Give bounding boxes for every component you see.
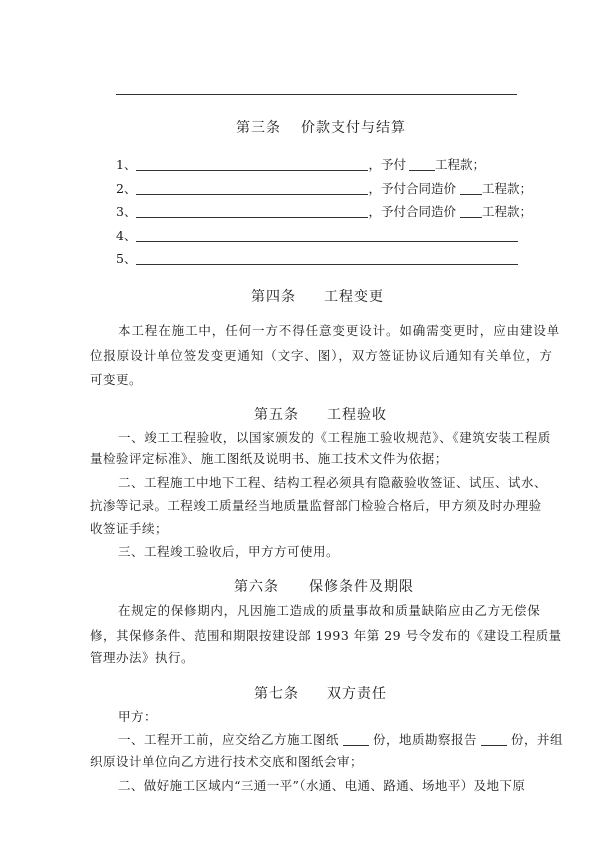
section-6-number: 第六条 (234, 579, 279, 595)
paragraph-line: 一、工程开工前，应交给乙方施工图纸 份，地质勘察报告 份，并组 (118, 732, 564, 747)
section-5-number: 第五条 (254, 407, 299, 423)
paragraph-line: 收签证手续； (90, 521, 169, 536)
section-5-heading (254, 404, 387, 424)
section-4-heading (251, 286, 384, 306)
blank-field (460, 205, 482, 218)
blank-field (136, 182, 368, 195)
blank-field (136, 229, 518, 242)
party-label: 甲方： (118, 709, 158, 724)
section-3-title: 价款支付与结算 (301, 120, 406, 136)
section-5-title: 工程验收 (327, 407, 387, 423)
payment-item-3: 3、 ，予付合同造价 工程款； (116, 204, 532, 219)
section-6-heading (234, 576, 414, 596)
paragraph-line: 位报原设计单位签发变更通知（文字、图），双方签证协议后通知有关单位，方 (90, 348, 553, 363)
section-3-number: 第三条 (236, 120, 281, 136)
section-4-number: 第四条 (251, 289, 296, 305)
paragraph-line: 修，其保修条件、范围和期限按建设部 1993 年第 29 号令发布的《建设工程质量 (90, 628, 562, 643)
blank-field (481, 733, 507, 746)
paragraph-line: 管理办法》执行。 (90, 650, 195, 665)
blank-field (136, 205, 368, 218)
section-7-title: 双方责任 (327, 686, 387, 702)
paragraph-line: 在规定的保修期内，凡因施工造成的质量事故和质量缺陷应由乙方无偿保 (118, 603, 541, 618)
paragraph-line: 量检验评定标准》、施工图纸及说明书、施工技术文件为依据； (90, 451, 448, 466)
payment-item-2: 2、 ，予付合同造价 工程款； (116, 181, 532, 196)
blank-field (343, 733, 369, 746)
paragraph-line: 一、竣工工程验收，以国家颁发的《工程施工验收规范》、《建筑安装工程质 (118, 430, 551, 445)
paragraph-line: 本工程在施工中，任何一方不得任意变更设计。如确需变更时，应由建设单 (118, 323, 561, 338)
top-divider (116, 94, 517, 95)
blank-field (136, 158, 368, 171)
paragraph-line: 可变更。 (90, 372, 143, 387)
section-4-title: 工程变更 (324, 289, 384, 305)
blank-field (409, 158, 435, 171)
section-3-heading (236, 117, 406, 137)
paragraph-line: 二、工程施工中地下工程、结构工程必须具有隐蔽验收签证、试压、试水、 (118, 475, 548, 490)
paragraph-line: 织原设计单位向乙方进行技术交底和图纸会审； (90, 754, 364, 769)
paragraph-line: 三、工程竣工验收后，甲方方可使用。 (118, 544, 340, 559)
payment-item-5: 5、 (116, 249, 518, 267)
paragraph-line: 抗渗等记录。工程竣工质量经当地质量监督部门检验合格后，甲方须及时办理验 (90, 498, 542, 513)
paragraph-line: 二、做好施工区域内“三通一平”（水通、电通、路通、场地平）及地下原 (118, 778, 526, 793)
section-6-title: 保修条件及期限 (309, 579, 414, 595)
section-7-number: 第七条 (254, 686, 299, 702)
payment-item-1: 1、 ，予付 工程款； (116, 157, 485, 172)
section-7-heading (254, 683, 387, 703)
blank-field (136, 252, 518, 265)
blank-field (460, 182, 482, 195)
payment-item-4: 4、 (116, 226, 518, 244)
